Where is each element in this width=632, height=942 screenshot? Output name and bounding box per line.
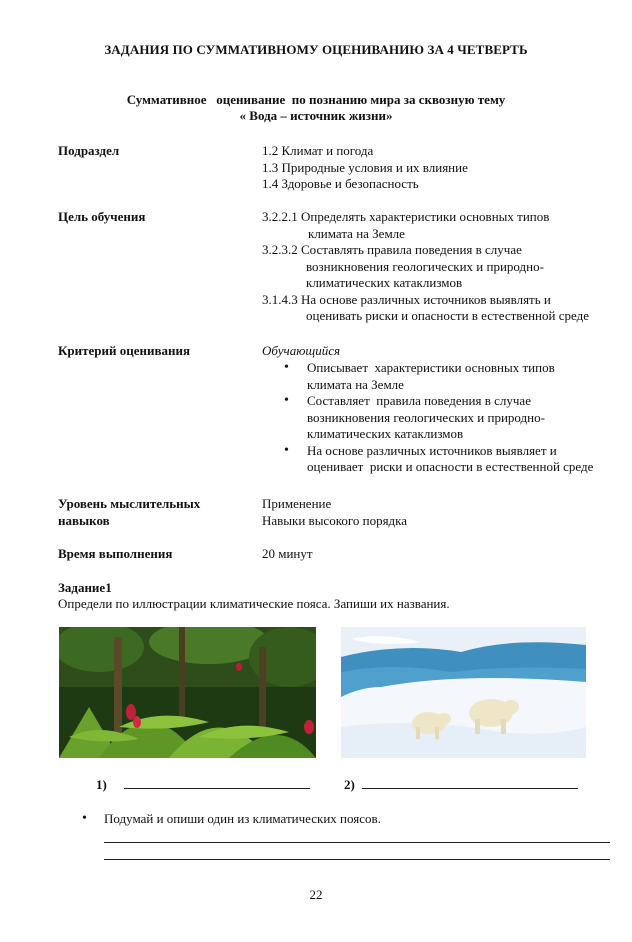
subtitle-line-1: Суммативное оценивание по познанию мира за сквозную тему xyxy=(126,92,506,107)
skills-values xyxy=(262,496,407,529)
goal-item-1-line1: 3.2.2.1 Определять характеристики основных типов xyxy=(262,209,550,224)
goal-values xyxy=(262,209,589,325)
document-title: ЗАДАНИЯ ПО СУММАТИВНОМУ ОЦЕНИВАНИЮ ЗА 4 ЧЕТВЕРТЬ xyxy=(104,42,528,57)
answer-2[interactable] xyxy=(344,776,578,793)
goal-label: Цель обучения xyxy=(58,209,146,224)
criteria-item-3-line2: оценивает риски и опасности в естественной среде xyxy=(307,459,594,474)
document-subtitle xyxy=(0,92,632,124)
answer-2-line[interactable] xyxy=(362,776,578,789)
goal-item-1-line2: климата на Земле xyxy=(308,225,405,241)
answer-1-label: 1) xyxy=(96,777,107,792)
criteria-item xyxy=(283,393,593,443)
criteria-item xyxy=(283,360,593,393)
criteria-label: Критерий оценивания xyxy=(58,343,191,358)
answer-1[interactable] xyxy=(96,776,310,793)
think-text: Подумай и опиши один из климатических поясов. xyxy=(104,811,381,826)
subsection-item: 1.4 Здоровье и безопасность xyxy=(262,176,419,191)
answer-1-line[interactable] xyxy=(124,776,310,789)
criteria-item-2-line2: возникновения геологических и природно- xyxy=(307,409,545,425)
skills-label-line2: навыков xyxy=(58,512,110,528)
criteria-intro: Обучающийся xyxy=(262,343,341,358)
writing-line-1[interactable] xyxy=(104,842,610,843)
writing-line-2[interactable] xyxy=(104,859,610,860)
subsection-item: 1.2 Климат и погода xyxy=(262,143,374,158)
rainforest-image xyxy=(59,627,316,758)
criteria-list xyxy=(283,360,593,476)
think-bullet xyxy=(82,811,381,827)
goal-item-2-line1: 3.2.3.2 Составлять правила поведения в случае xyxy=(262,242,522,257)
goal-item-2-line2: возникновения геологических и природно- xyxy=(306,258,544,274)
goal-item-3-line2: оценивать риски и опасности в естественной среде xyxy=(306,308,589,323)
criteria-item-2-line1: • Составляет правила поведения в случае xyxy=(307,393,531,408)
polar-image xyxy=(341,627,586,758)
criteria-item-1-line2: климата на Земле xyxy=(307,376,404,392)
task-title: Задание1 xyxy=(58,580,112,595)
skills-label xyxy=(58,496,200,529)
goal-item-2-line3: климатических катаклизмов xyxy=(306,275,463,290)
page-number: 22 xyxy=(309,887,323,902)
task-text: Определи по иллюстрации климатические пояса. Запиши их названия. xyxy=(58,596,450,611)
criteria-item-1-line1: • Описывает характеристики основных типов xyxy=(307,360,555,375)
skills-value-line1: Применение xyxy=(262,496,332,511)
answer-2-label: 2) xyxy=(344,777,355,792)
skills-value-line2: Навыки высокого порядка xyxy=(262,512,408,528)
criteria-item xyxy=(283,443,593,476)
subsection-label: Подраздел xyxy=(58,143,120,158)
subsection-values xyxy=(262,143,468,193)
goal-item-3-line1: 3.1.4.3 На основе различных источников выявлять и xyxy=(262,291,551,307)
time-label: Время выполнения xyxy=(58,546,173,561)
criteria-item-3-line1: • На основе различных источников выявляет и xyxy=(307,442,557,458)
subsection-item: 1.3 Природные условия и их влияние xyxy=(262,159,468,175)
subtitle-line-2: « Вода – источник жизни» xyxy=(239,108,393,123)
time-value: 20 минут xyxy=(262,546,313,561)
criteria-item-2-line3: климатических катаклизмов xyxy=(307,426,464,441)
skills-label-line1: Уровень мыслительных xyxy=(58,496,201,511)
